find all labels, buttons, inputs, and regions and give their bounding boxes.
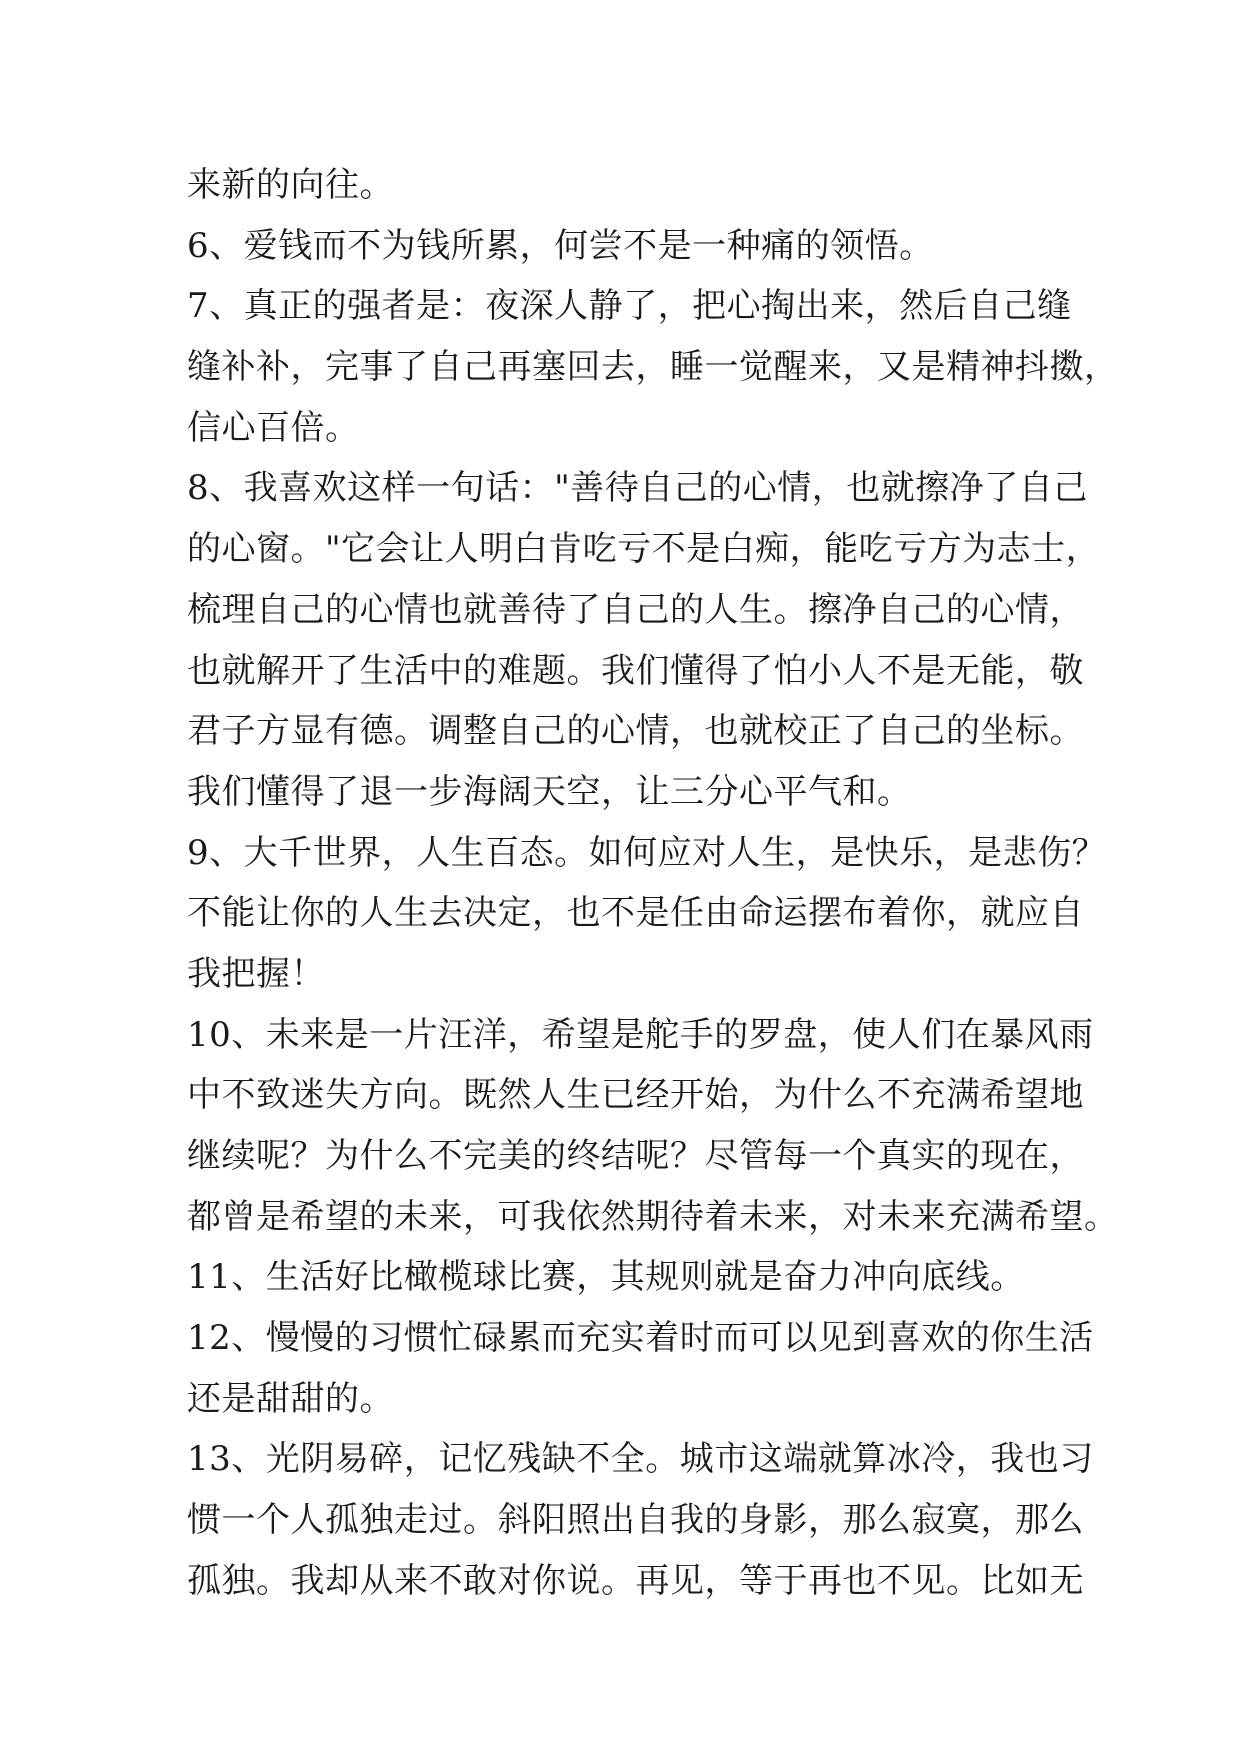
text-line: 信心百倍。 <box>187 407 360 448</box>
text-line: 君子方显有德。调整自己的心情，也就校正了自己的坐标。 <box>187 711 1084 752</box>
text-line: 我把握！ <box>187 953 325 994</box>
text-line: 11、生活好比橄榄球比赛，其规则就是奋力冲向底线。 <box>187 1257 1025 1298</box>
text-line: 7、真正的强者是：夜深人静了，把心掏出来，然后自己缝 <box>187 286 1072 327</box>
text-line: 缝补补，完事了自己再塞回去，睡一觉醒来，又是精神抖擞， <box>187 347 1119 388</box>
text-line: 我们懂得了退一步海阔天空，让三分心平气和。 <box>187 771 912 812</box>
text-line: 8、我喜欢这样一句话："善待自己的心情，也就擦净了自己 <box>187 468 1088 509</box>
text-line: 还是甜甜的。 <box>187 1378 394 1419</box>
text-line: 13、光阴易碎，记忆残缺不全。城市这端就算冰冷，我也习 <box>187 1439 1094 1480</box>
text-line: 6、爱钱而不为钱所累，何尝不是一种痛的领悟。 <box>187 225 934 266</box>
text-line: 中不致迷失方向。既然人生已经开始，为什么不充满希望地 <box>187 1075 1084 1116</box>
text-line: 继续呢？为什么不完美的终结呢？尽管每一个真实的现在， <box>187 1136 1084 1176</box>
text-line: 来新的向往。 <box>187 165 394 205</box>
text-line: 10、未来是一片汪洋，希望是舵手的罗盘，使人们在暴风雨 <box>187 1014 1094 1055</box>
document-body <box>187 155 1119 1612</box>
text-line: 不能让你的人生去决定，也不是任由命运摆布着你，就应自 <box>187 893 1084 934</box>
text-line: 惯一个人孤独走过。斜阳照出自我的身影，那么寂寞，那么 <box>187 1500 1084 1541</box>
text-line: 也就解开了生活中的难题。我们懂得了怕小人不是无能，敬 <box>187 650 1084 691</box>
text-line: 的心窗。"它会让人明白肯吃亏不是白痴，能吃亏方为志士， <box>187 529 1101 570</box>
text-line: 12、慢慢的习惯忙碌累而充实着时而可以见到喜欢的你生活 <box>187 1318 1094 1359</box>
text-line: 梳理自己的心情也就善待了自己的人生。擦净自己的心情， <box>187 589 1084 630</box>
text-line: 9、大千世界，人生百态。如何应对人生，是快乐，是悲伤？ <box>187 832 1107 873</box>
text-line: 都曾是希望的未来，可我依然期待着未来，对未来充满希望。 <box>187 1196 1119 1237</box>
text-line: 孤独。我却从来不敢对你说。再见，等于再也不见。比如无 <box>187 1560 1084 1601</box>
